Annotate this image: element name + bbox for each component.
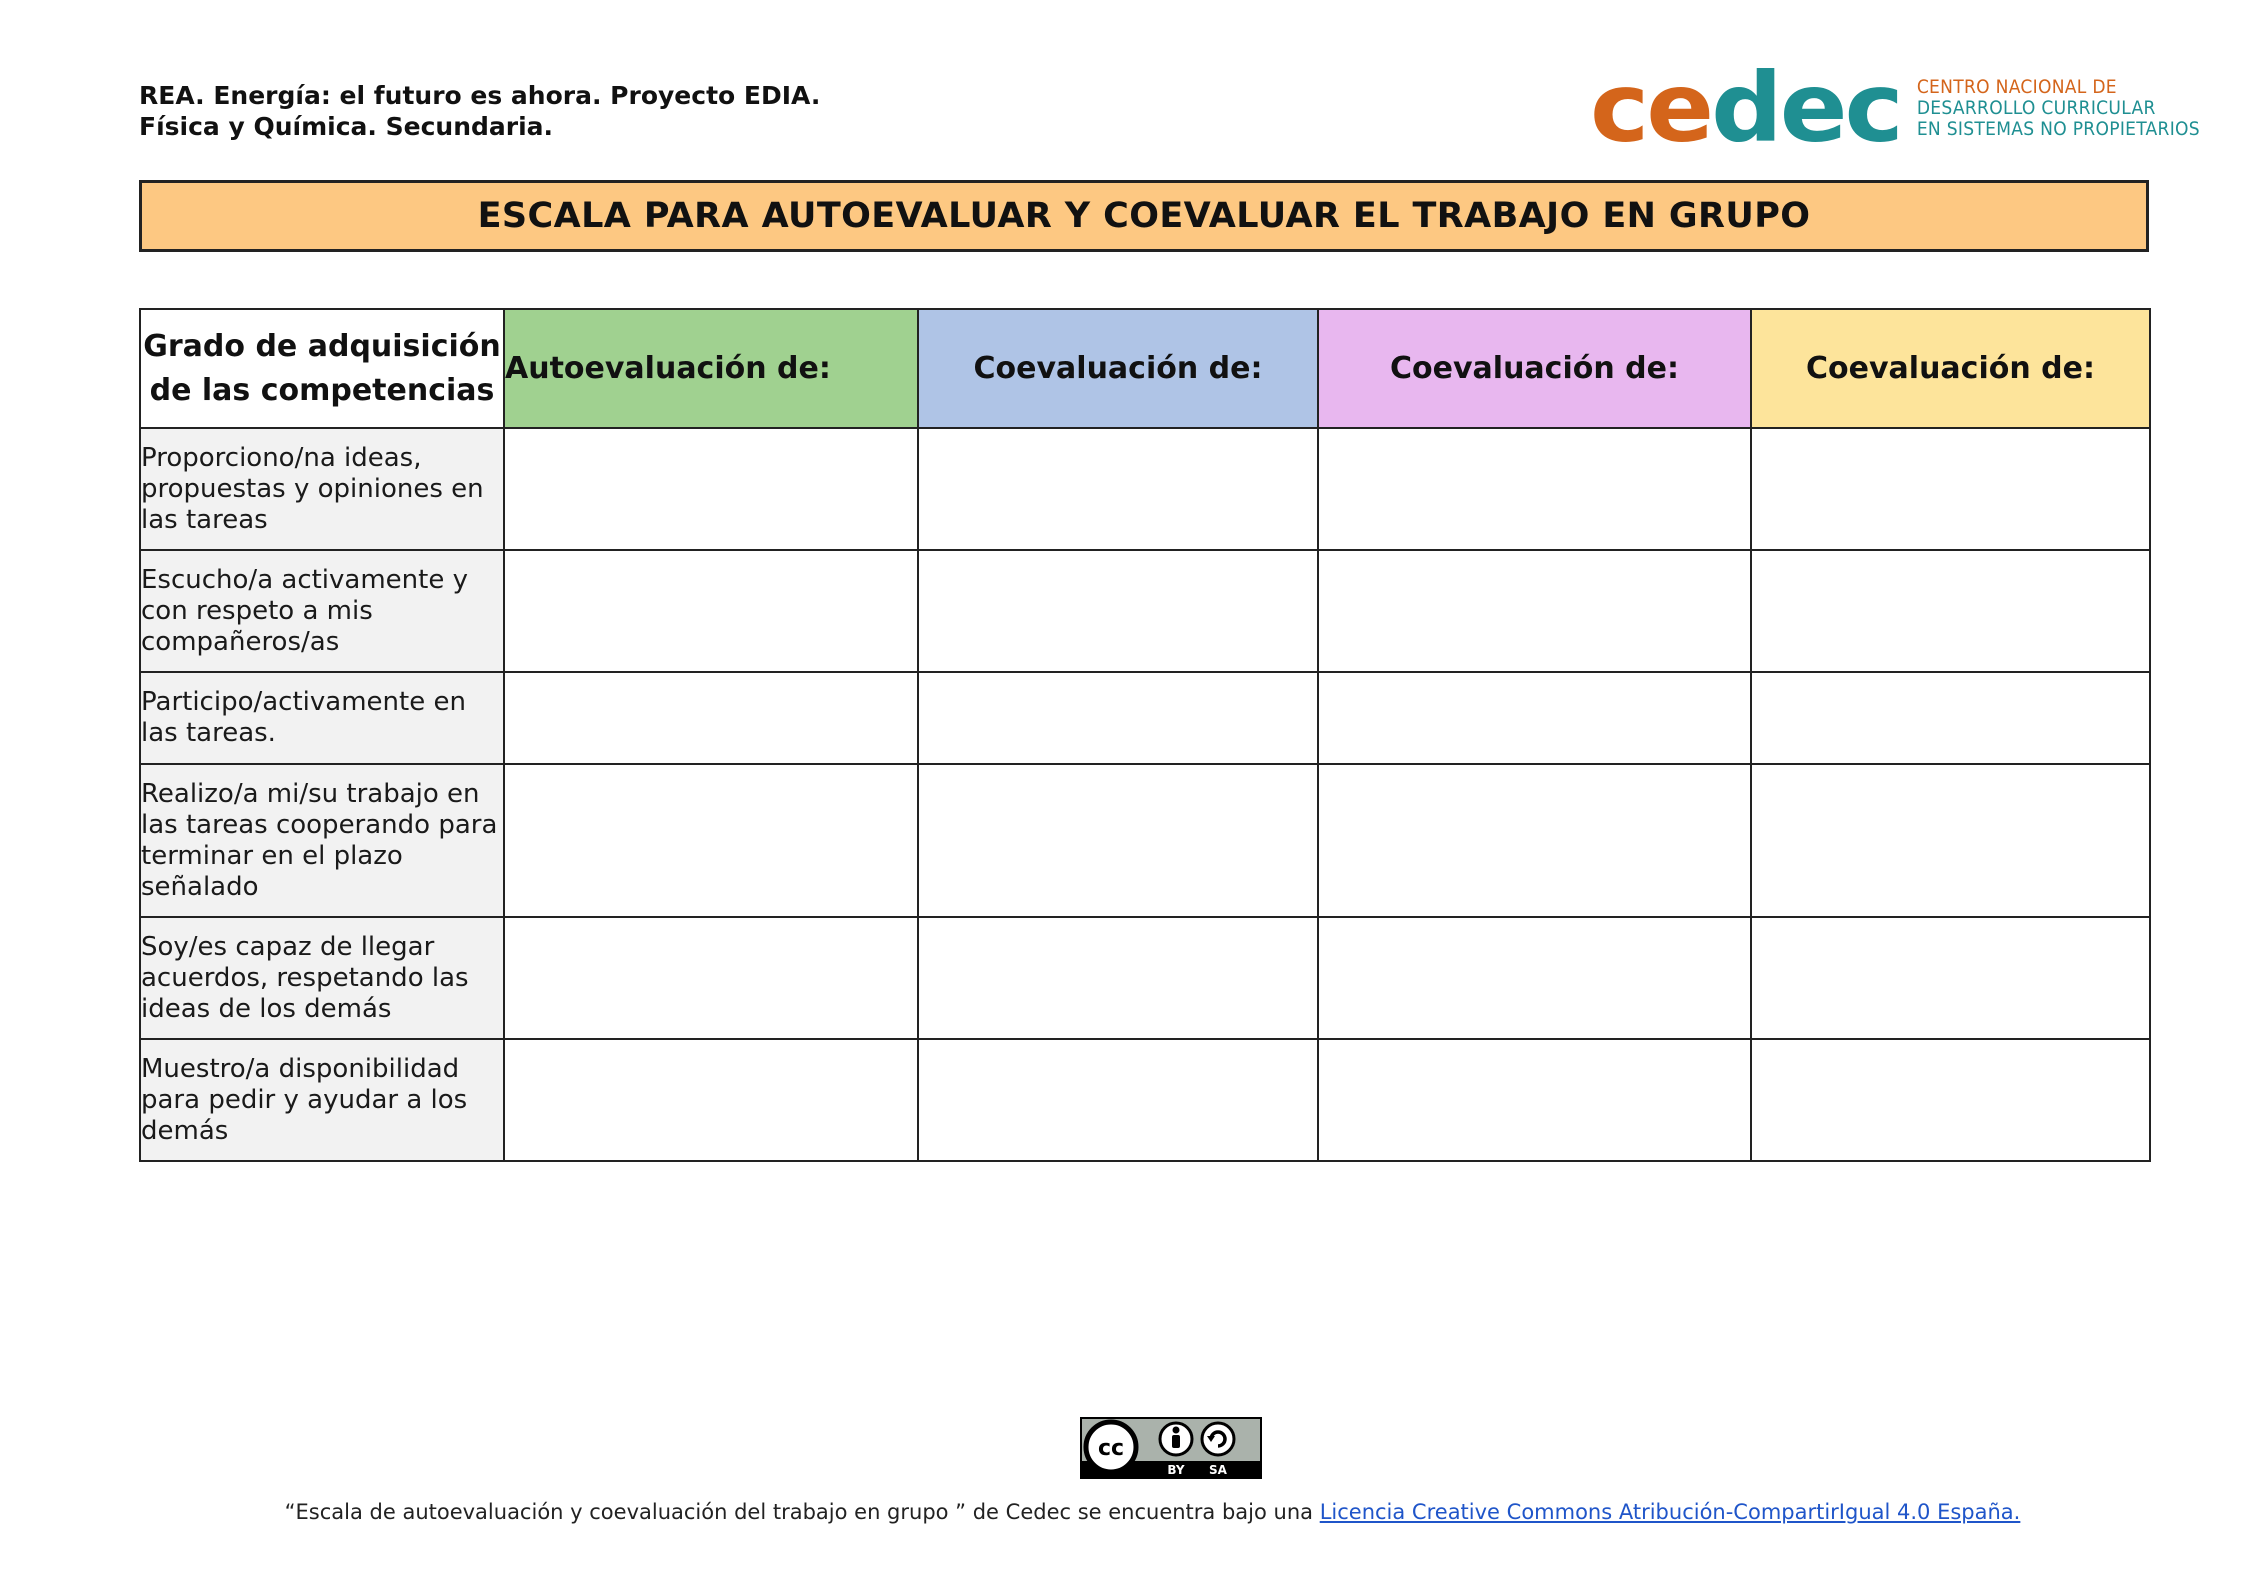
header-autoevaluacion: Autoevaluación de: (504, 309, 918, 428)
coevaluacion-1-cell[interactable] (918, 550, 1318, 672)
license-link[interactable]: Licencia Creative Commons Atribución-CompartirIgual 4.0 España. (1319, 1500, 2021, 1524)
table-row (140, 764, 2150, 917)
coevaluacion-3-cell[interactable] (1751, 917, 2150, 1039)
coevaluacion-1-cell[interactable] (918, 672, 1318, 764)
svg-text:cc: cc (1097, 1436, 1125, 1461)
logo-subtitle-line-1: CENTRO NACIONAL DE (1916, 75, 2117, 98)
header-coevaluacion-3: Coevaluación de: (1751, 309, 2150, 428)
coevaluacion-3-cell[interactable] (1751, 428, 2150, 550)
page-title: ESCALA PARA AUTOEVALUAR Y COEVALUAR EL TRABAJO EN GRUPO (139, 180, 2149, 252)
coevaluacion-1-cell[interactable] (918, 764, 1318, 917)
table-row (140, 550, 2150, 672)
logo-subtitle-line-3: EN SISTEMAS NO PROPIETARIOS (1916, 117, 2200, 140)
criterion-cell: Muestro/a disponibilidad para pedir y ayudar a los demás (140, 1039, 504, 1161)
table-row (140, 1039, 2150, 1161)
header-line-2: Física y Química. Secundaria. (139, 112, 554, 141)
header-line-1: REA. Energía: el futuro es ahora. Proyecto EDIA. (139, 81, 821, 110)
coevaluacion-1-cell[interactable] (918, 428, 1318, 550)
autoevaluacion-cell[interactable] (504, 428, 918, 550)
cedec-logo (1590, 51, 2200, 164)
coevaluacion-3-cell[interactable] (1751, 764, 2150, 917)
autoevaluacion-cell[interactable] (504, 550, 918, 672)
coevaluacion-1-cell[interactable] (918, 917, 1318, 1039)
coevaluacion-2-cell[interactable] (1318, 672, 1751, 764)
footer-text: “Escala de autoevaluación y coevaluación del trabajo en grupo ” de Cedec se encuentra bajo una (284, 1500, 1320, 1524)
criterion-cell: Participo/activamente en las tareas. (140, 672, 504, 764)
coevaluacion-3-cell[interactable] (1751, 550, 2150, 672)
table-row (140, 917, 2150, 1039)
document-header (139, 80, 820, 142)
autoevaluacion-cell[interactable] (504, 917, 918, 1039)
coevaluacion-2-cell[interactable] (1318, 1039, 1751, 1161)
header-competencias-line-1: Grado de adquisición (143, 328, 501, 364)
criterion-cell: Proporciono/na ideas, propuestas y opiniones en las tareas (140, 428, 504, 550)
header-competencias (140, 309, 504, 428)
logo-subtitle-line-2: DESARROLLO CURRICULAR (1916, 96, 2156, 119)
header-coevaluacion-1: Coevaluación de: (918, 309, 1318, 428)
criterion-cell: Realizo/a mi/su trabajo en las tareas cooperando para terminar en el plazo señalado (140, 764, 504, 917)
coevaluacion-3-cell[interactable] (1751, 672, 2150, 764)
coevaluacion-2-cell[interactable] (1318, 428, 1751, 550)
autoevaluacion-cell[interactable] (504, 1039, 918, 1161)
cc-sa-label: SA (1209, 1463, 1227, 1477)
license-footer (0, 1500, 2245, 1524)
table-row (140, 672, 2150, 764)
coevaluacion-2-cell[interactable] (1318, 550, 1751, 672)
coevaluacion-2-cell[interactable] (1318, 764, 1751, 917)
cc-by-sa-icon[interactable] (1080, 1417, 1262, 1479)
coevaluacion-2-cell[interactable] (1318, 917, 1751, 1039)
cc-by-label: BY (1167, 1463, 1185, 1477)
autoevaluacion-cell[interactable] (504, 672, 918, 764)
evaluation-table (139, 308, 2151, 1162)
coevaluacion-1-cell[interactable] (918, 1039, 1318, 1161)
logo-subtitle (1917, 77, 2200, 140)
header-competencias-line-2: de las competencias (149, 372, 495, 408)
autoevaluacion-cell[interactable] (504, 764, 918, 917)
table-header-row (140, 309, 2150, 428)
logo-wordmark: cedec (1590, 51, 1901, 164)
table-row (140, 428, 2150, 550)
criterion-cell: Escucho/a activamente y con respeto a mis compañeros/as (140, 550, 504, 672)
coevaluacion-3-cell[interactable] (1751, 1039, 2150, 1161)
header-coevaluacion-2: Coevaluación de: (1318, 309, 1751, 428)
criterion-cell: Soy/es capaz de llegar acuerdos, respetando las ideas de los demás (140, 917, 504, 1039)
